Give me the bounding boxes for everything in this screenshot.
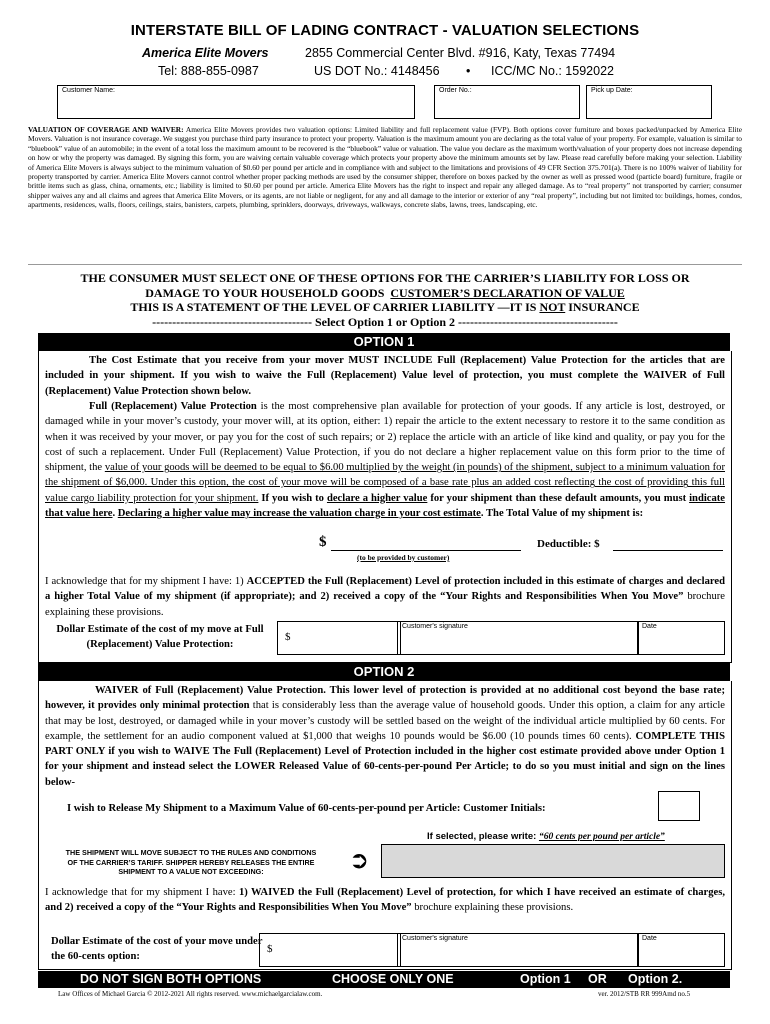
provided-note: (to be provided by customer) xyxy=(357,553,450,562)
company-phone: Tel: 888-855-0987 xyxy=(158,64,259,78)
option-2-section xyxy=(38,681,732,970)
choose-only-one: CHOOSE ONLY ONE xyxy=(332,972,454,986)
valuation-paragraph xyxy=(28,125,742,210)
fvp-paragraph: Full (Replacement) Value Protection is the most comprehensive plan available for protection of your goods. If any article is lost, destroyed, or damaged while in your mover’s custody, your mover will, at its option, either: 1) repair the article to the extent necessary to restore it to the same condition as when it was received by your mover, or pay you for the cost of such repairs; or 2) replace the article with an article of like kind and quality, or pay you for the cost of such a replacement. Under Full (Replacement) Value Protection, if you do not declare a higher replacement value on this form prior to the time of shipment, the value of your goods will be deemed to be equal to $6.00 multiplied by the weight (in pounds) of the shipment, subject to a minimum valuation for the shipment of $6,000. Under this option, the cost of your move will be composed of a base rate plus an added cost reflecting the cost of providing this full value cargo liability protection for your shipment. If you wish to declare a higher value for your shipment than these default amounts, you must indicate that value here. Declaring a higher value may increase the valuation charge in your cost estimate. The Total Value of my shipment is: xyxy=(45,401,726,520)
bottom-warning-bar xyxy=(38,971,730,988)
option-2-header: OPTION 2 xyxy=(38,663,730,681)
do-not-sign-both: DO NOT SIGN BOTH OPTIONS xyxy=(80,972,262,986)
option-1-intro: The Cost Estimate that you receive from your mover MUST INCLUDE Full (Replacement) Value Protection for the articles that are included in your shipment. If you wish to waive the Full (Replacement) Value level of protection, you must complete the WAIVER of Full (Replacement) Value Protection shown below. xyxy=(45,355,725,397)
released-value-input[interactable] xyxy=(381,844,725,878)
option-1-section xyxy=(38,351,732,663)
deductible-input[interactable] xyxy=(613,536,723,551)
valuation-heading: VALUATION OF COVERAGE AND WAIVER: xyxy=(28,125,184,134)
tariff-notice: THE SHIPMENT WILL MOVE SUBJECT TO THE RULES AND CONDITIONS OF THE CARRIER’S TARIFF. SHIPPER HEREBY RELEASES THE ENTIRE SHIPMENT TO A VALUE NOT EXCEEDING: xyxy=(65,848,317,876)
company-name: America Elite Movers xyxy=(142,46,269,60)
option-2-estimate-input[interactable] xyxy=(259,933,401,967)
option-2-acknowledgement: I acknowledge that for my shipment I have: 1) WAIVED the Full (Replacement) Level of protection, for which I have received an estimate of charges, and 2) received a copy of the “Your Rights and Responsibilities When You Move” brochure explaining these provisions. xyxy=(45,887,725,914)
option-2-label: Option 2. xyxy=(628,972,683,986)
usdot-number: US DOT No.: 4148456 xyxy=(314,64,440,78)
option-2-date-field[interactable] xyxy=(637,933,725,967)
order-no-field[interactable] xyxy=(434,85,580,119)
arrow-right-icon: ➲ xyxy=(349,846,370,874)
icc-number: ICC/MC No.: 1592022 xyxy=(491,64,614,78)
footer-version: ver. 2012/STB RR 999Amd no.5 xyxy=(598,990,691,998)
footer-copyright: Law Offices of Michael Garcia © 2012-2021 All rights reserved. www.michaelgarcialaw.com. xyxy=(58,990,323,998)
consumer-line-1: THE CONSUMER MUST SELECT ONE OF THESE OPTIONS FOR THE CARRIER’S LIABILITY FOR LOSS OR xyxy=(80,271,690,285)
option-2-estimate-dollar: $ xyxy=(267,943,273,955)
customer-name-label: Customer Name: xyxy=(62,87,115,94)
release-line: I wish to Release My Shipment to a Maximum Value of 60-cents-per-pound per Article: Customer Initials: xyxy=(67,803,546,814)
total-value-dollar: $ xyxy=(319,534,327,550)
option-1-label: Option 1 xyxy=(520,972,571,986)
consumer-notice xyxy=(28,271,742,329)
order-no-label: Order No.: xyxy=(439,87,472,94)
consumer-line-2: DAMAGE TO YOUR HOUSEHOLD GOODS CUSTOMER’S DECLARATION OF VALUE xyxy=(145,285,625,300)
option-1-signature-label: Customer's signature xyxy=(402,623,468,630)
or-label: OR xyxy=(588,972,607,986)
divider xyxy=(28,264,742,265)
total-value-input[interactable] xyxy=(331,536,521,551)
option-2-signature-field[interactable] xyxy=(397,933,639,967)
consumer-line-3: THIS IS A STATEMENT OF THE LEVEL OF CARRIER LIABILITY —IT IS NOT INSURANCE xyxy=(130,300,640,314)
option-1-estimate-dollar: $ xyxy=(285,631,291,643)
bullet-separator: • xyxy=(466,64,471,78)
company-address: 2855 Commercial Center Blvd. #916, Katy, Texas 77494 xyxy=(305,46,616,60)
option-2-dollar-estimate-label: Dollar Estimate of the cost of your move under the 60-cents option: xyxy=(51,936,263,962)
customer-name-field[interactable] xyxy=(57,85,415,119)
if-selected-note: If selected, please write: “60 cents per pound per article” xyxy=(427,831,665,842)
pickup-date-field[interactable] xyxy=(586,85,712,119)
select-option-line: ---------------------------------------- Select Option 1 or Option 2 ---------------------------------------- xyxy=(152,314,618,329)
deductible-label: Deductible: $ xyxy=(537,538,600,550)
document-title: INTERSTATE BILL OF LADING CONTRACT - VALUATION SELECTIONS xyxy=(130,22,640,39)
option-1-estimate-input[interactable] xyxy=(277,621,401,655)
option-2-date-label: Date xyxy=(642,935,657,942)
option-1-acknowledgement: I acknowledge that for my shipment I have: 1) ACCEPTED the Full (Replacement) Level of protection included in this estimate of charges and declared a higher Total Value of my shipment (if appropriate); and 2) received a copy of the “Your Rights and Responsibilities When You Move” brochure explaining these provisions. xyxy=(45,576,726,618)
option-1-signature-field[interactable] xyxy=(397,621,639,655)
customer-initials-input[interactable] xyxy=(658,791,700,821)
option-1-header: OPTION 1 xyxy=(38,333,730,351)
option-1-date-label: Date xyxy=(642,623,657,630)
option-1-dollar-estimate-label: Dollar Estimate of the cost of my move at Full (Replacement) Value Protection: xyxy=(56,624,264,650)
waiver-paragraph: WAIVER of Full (Replacement) Value Protection. This lower level of protection is provided at no additional cost beyond the base rate; however, it provides only minimal protection that is considerably less than the average value of household goods. Under this option, a claim for any article that may be lost, destroyed, or damaged while in your mover’s custody will be settled based on the weight of the individual article multiplied by 60 cents. For example, the settlement for an audio component valued at $1,000 that weighs 10 pounds would be $6.00 (10 pounds times 60 cents). COMPLETE THIS PART ONLY if you wish to WAIVE The Full (Replacement) Level of Protection included in the higher cost estimate provided above under Option 1 for your shipment and instead select the LOWER Released Value of 60-cents-per-pound Per Article; to do so you must initial and sign on the lines below- xyxy=(45,685,726,788)
pickup-date-label: Pick up Date: xyxy=(591,87,633,94)
option-2-signature-label: Customer's signature xyxy=(402,935,468,942)
valuation-body: America Elite Movers provides two valuation options: Limited liability and full replacement value (FVP). Both options cover furniture and boxes packed/unpacked by America Elite Movers. Valuation is not insurance coverage. We suggest you purchase third party insurance to protect your property. Valuation is the maximum amount you are declaring as the total value of your property. For example, valuation is similar to “bluebook” value of an automobile; in the event of a total loss the maximum amount to be recovered is the “bluebook” value or valuation. The value you declare as the maximum worth/valuation of your property does not increase depending on how or why the property was damaged. By signing this form, you are waiving certain valuable coverage which protects your property above the minimum amounts set by law. Please read carefully before making your selection. Liability of America Elite Movers is always subject to the minimum valuation of $0.60 per pound per article and in compliance with and subject to the limitations and provisions of 49 CFR Section 375.701(a). There is no 100% waiver of liability for property transported by carrier. America Elite Movers cannot control whether proper packing methods are used by the consumer shipper, therefore on boxes packed by the owner as well as pressed wood (particle board) furniture, fragile or brittle items such as glass, china, ornaments, etc.; liability is limited to $0.60 per pound per article. America Elite Movers has the right to inspect and repair any alleged damage. As to “real property” not transported by carrier; consumer shipper waives any and all claims and agrees that America Elite Movers, or its agents, are not liable or negligent, for any and all damage to the interior or exterior of any “real property”, including but not limited to: buildings, homes, condos, apartments, residences, walls, floors, ceilings, stairs, banisters, carpets, plumbing, sprinklers, doorways, driveways, walkways, concrete slabs, lawns, trees, landscaping, etc. xyxy=(28,125,742,210)
option-1-date-field[interactable] xyxy=(637,621,725,655)
